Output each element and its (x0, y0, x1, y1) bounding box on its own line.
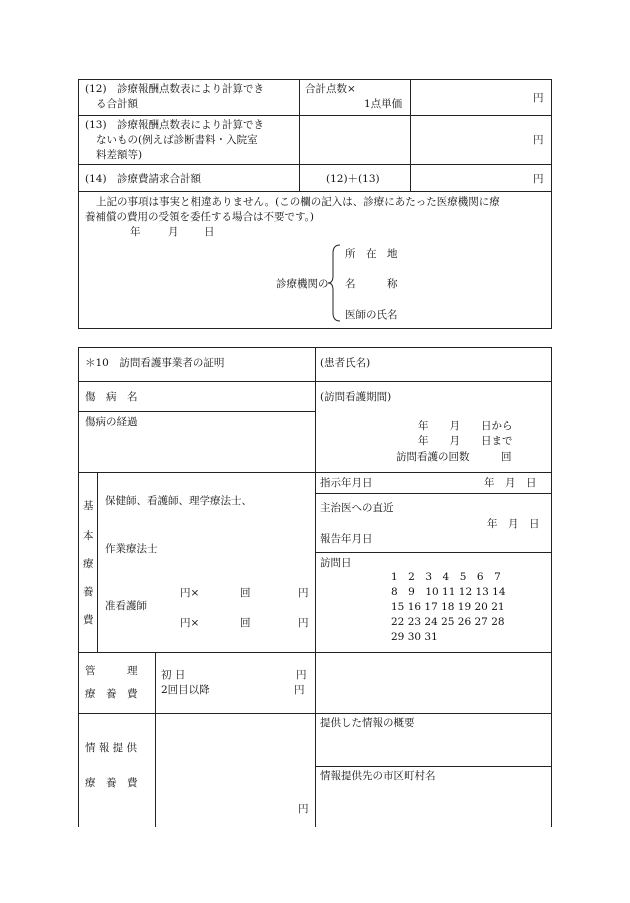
divider (315, 347, 316, 827)
visit-count: 訪問看護の回数 回 (396, 451, 512, 463)
row13-label-line2: ないもの(例えば診断書料・入院室 (96, 134, 258, 146)
nurse-types-line2: 作業療法士 (105, 543, 158, 555)
assistant-nurse-label: 准看護師 (105, 600, 147, 612)
basic-fee-char: 養 (83, 586, 94, 598)
mgmt-label-line1: 管 理 (85, 665, 138, 677)
recent-to-doctor-label: 主治医への直近 (320, 502, 394, 514)
period-to: 年 月 日まで (418, 435, 513, 447)
divider (78, 381, 552, 382)
basic-fee-char: 費 (83, 614, 94, 626)
date-day: 日 (204, 226, 215, 238)
patient-name-label: (患者氏名) (320, 357, 371, 369)
nurse-yen-per: 円× (180, 587, 200, 599)
divider (315, 552, 552, 553)
row13-yen: 円 (533, 134, 544, 146)
row14-label: (14) 診療費請求合計額 (85, 173, 202, 185)
address-label: 所 在 地 (345, 248, 398, 260)
calendar-row: 1 2 3 4 5 6 7 (391, 571, 501, 583)
divider (78, 191, 552, 192)
divider (155, 652, 156, 827)
calendar-row: 15 16 17 18 19 20 21 (391, 601, 505, 613)
row12-label-line2: る合計額 (96, 98, 138, 110)
doctor-name-label: 医師の氏名 (345, 309, 398, 321)
row12-calc-line2: 1点単価 (364, 98, 403, 110)
row14-calc: (12)＋(13) (326, 173, 380, 185)
divider (315, 493, 552, 494)
info-fee-yen: 円 (298, 803, 309, 815)
basic-fee-char: 基 (83, 500, 94, 512)
instruction-date-label: 指示年月日 (320, 477, 373, 489)
visit-days-label: 訪問日 (320, 557, 352, 569)
row12-yen: 円 (533, 92, 544, 104)
divider (78, 115, 552, 116)
recent-report-ymd: 年 月 日 (487, 518, 540, 530)
divider (315, 766, 552, 767)
divider (97, 472, 98, 652)
certification-text-line2: 養補償の費用の受領を委任する場合は不要です。) (85, 211, 315, 223)
divider (299, 79, 300, 191)
info-summary-label: 提供した情報の概要 (320, 717, 415, 729)
nurse-types-line1: 保健師、看護師、理学療法士、 (105, 495, 252, 507)
divider (78, 164, 552, 165)
name-label: 名 称 (345, 278, 398, 290)
info-label-line2: 療 養 費 (85, 777, 138, 789)
basic-fee-char: 療 (83, 558, 94, 570)
certification-text-line1: 上記の事項は事実と相違ありません。(この欄の記入は、診療にあたった医療機関に療 (96, 196, 500, 208)
info-city-label: 情報提供先の市区町村名 (320, 770, 436, 782)
date-month: 月 (168, 226, 179, 238)
date-year: 年 (130, 226, 141, 238)
second-onward-label: 2回目以降 (161, 684, 210, 696)
row12-calc-line1: 合計点数× (305, 83, 356, 95)
disease-course-label: 傷病の経過 (85, 416, 138, 428)
row14-yen: 円 (533, 173, 544, 185)
visit-period-label: (訪問看護期間) (320, 391, 392, 403)
first-day-yen: 円 (296, 669, 307, 681)
assistant-yen: 円 (298, 617, 309, 629)
divider (78, 652, 552, 653)
section-title: ＊10 訪問看護事業者の証明 (85, 357, 225, 369)
divider (78, 472, 552, 473)
instruction-date-ymd: 年 月 日 (484, 477, 537, 489)
mgmt-label-line2: 療 養 費 (85, 688, 138, 700)
calendar-row: 22 23 24 25 26 27 28 (391, 616, 505, 628)
calendar-row: 8 9 10 11 12 13 14 (391, 586, 506, 598)
nurse-yen: 円 (298, 587, 309, 599)
basic-fee-char: 本 (83, 530, 94, 542)
info-label-line1: 情 報 提 供 (85, 742, 138, 754)
disease-name-label: 傷 病 名 (85, 391, 138, 403)
period-from: 年 月 日から (418, 420, 513, 432)
row12-label-line1: (12) 診療報酬点数表により計算でき (85, 83, 265, 95)
nurse-times: 回 (240, 587, 251, 599)
calendar-row: 29 30 31 (391, 631, 438, 643)
divider (410, 79, 411, 191)
row13-label-line3: 料差額等) (96, 149, 143, 161)
assistant-times: 回 (240, 617, 251, 629)
assistant-yen-per: 円× (180, 617, 200, 629)
second-onward-yen: 円 (294, 684, 305, 696)
divider (78, 411, 315, 412)
brace-icon (327, 243, 341, 323)
report-date-label: 報告年月日 (320, 533, 373, 545)
row13-label-line1: (13) 診療報酬点数表により計算でき (85, 119, 265, 131)
institution-label: 診療機関の (276, 278, 329, 290)
divider (78, 713, 552, 714)
first-day-label: 初 日 (161, 669, 186, 681)
